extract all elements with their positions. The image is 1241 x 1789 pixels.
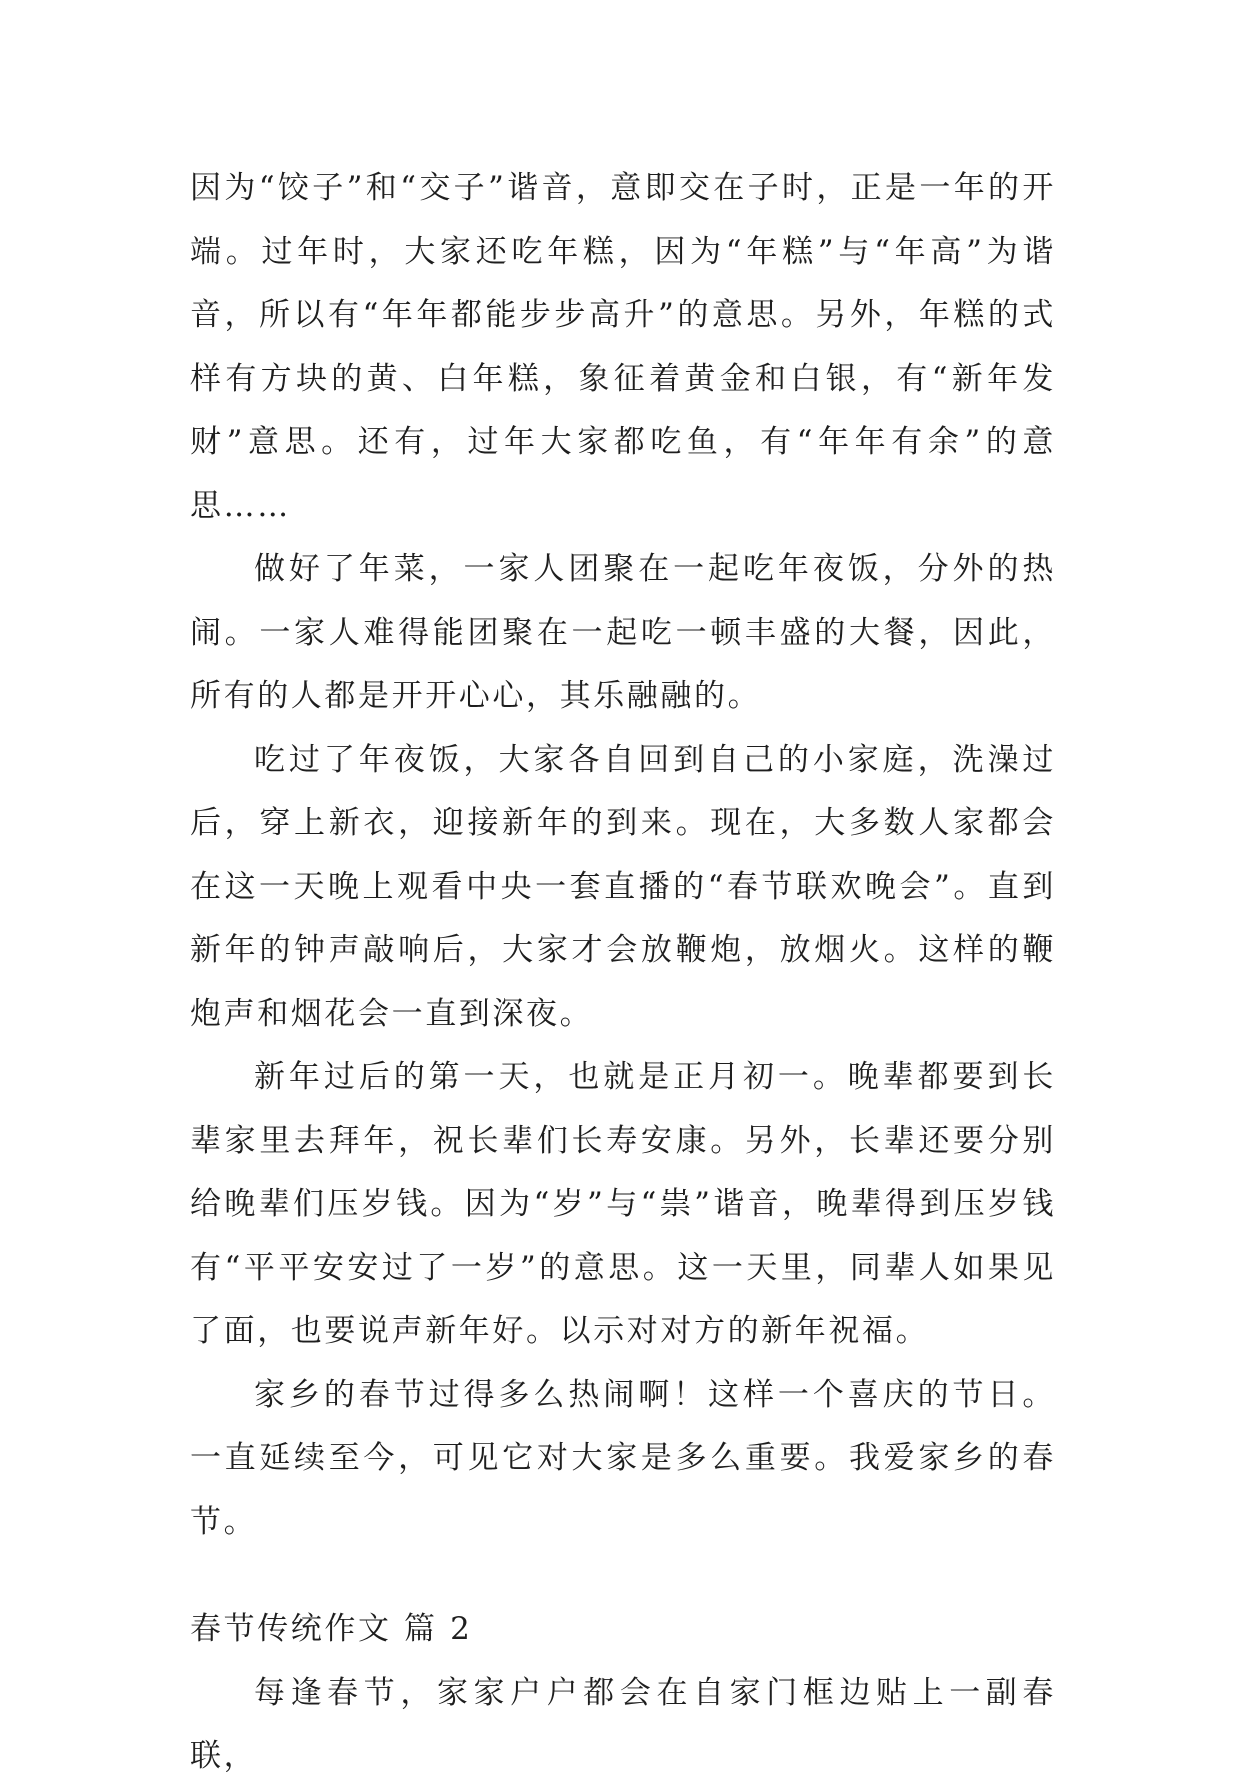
- paragraph-1: 因为“饺子”和“交子”谐音，意即交在子时，正是一年的开端。过年时，大家还吃年糕，因为“年糕”与“年高”为谐音，所以有“年年都能步步高升”的意思。另外，年糕的式样有方块的黄、白年糕，象征着黄金和白银，有“新年发财”意思。还有，过年大家都吃鱼，有“年年有余”的意思……: [190, 170, 1056, 524]
- paragraph-3: 吃过了年夜饭，大家各自回到自己的小家庭，洗澡过后，穿上新衣，迎接新年的到来。现在，大多数人家都会在这一天晚上观看中央一套直播的“春节联欢晚会”。直到新年的钟声敲响后，大家才会放鞭炮，放烟火。这样的鞭炮声和烟花会一直到深夜。: [190, 741, 1056, 1032]
- document-body: [190, 157, 1056, 1789]
- paragraph-6: 每逢春节，家家户户都会在自家门框边贴上一副春联，: [190, 1674, 1056, 1774]
- paragraph-5: 家乡的春节过得多么热闹啊！这样一个喜庆的节日。一直延续至今，可见它对大家是多么重要。我爱家乡的春节。: [190, 1376, 1056, 1540]
- paragraph-2: 做好了年菜，一家人团聚在一起吃年夜饭，分外的热闹。一家人难得能团聚在一起吃一顿丰盛的大餐，因此，所有的人都是开开心心，其乐融融的。: [190, 551, 1056, 714]
- paragraph-4: 新年过后的第一天，也就是正月初一。晚辈都要到长辈家里去拜年，祝长辈们长寿安康。另外，长辈还要分别给晚辈们压岁钱。因为“岁”与“祟”谐音，晚辈得到压岁钱有“平平安安过了一岁”的意思。这一天里，同辈人如果见了面，也要说声新年好。以示对对方的新年祝福。: [190, 1059, 1056, 1349]
- section-heading: 春节传统作文 篇 2: [190, 1611, 473, 1647]
